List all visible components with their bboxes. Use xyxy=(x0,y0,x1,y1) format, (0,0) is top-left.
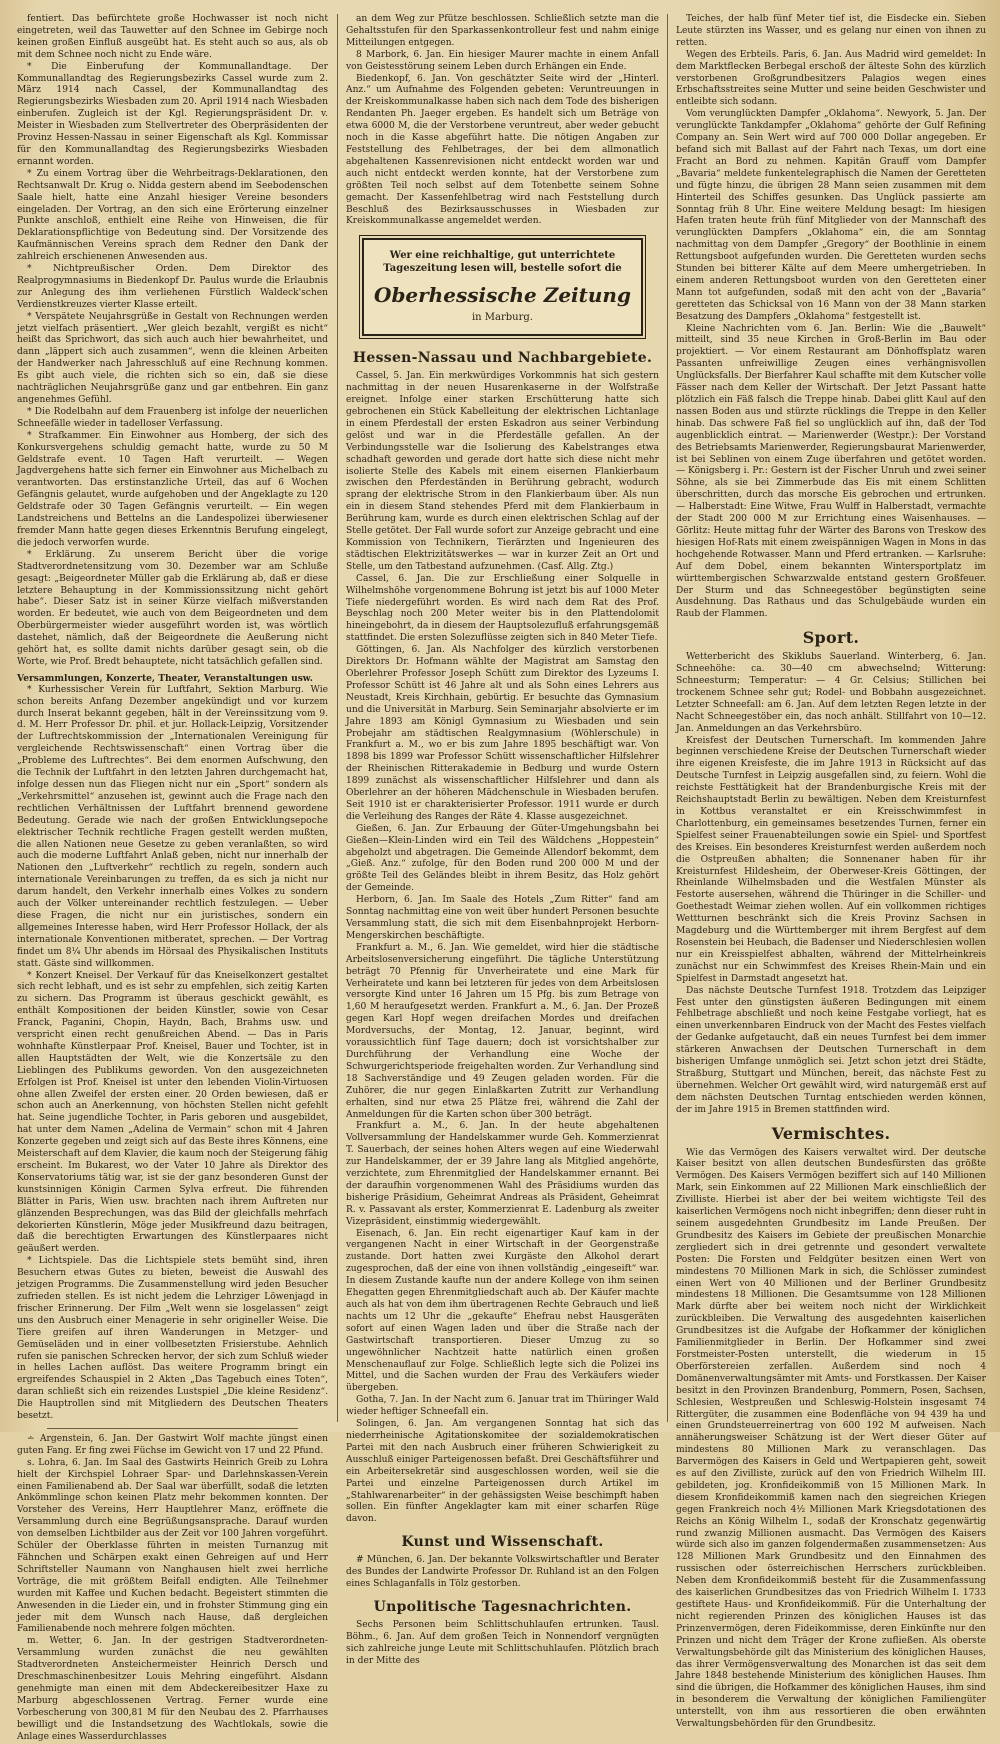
article-paragraph: Teiches, der halb fünf Meter tief ist, die Eisdecke ein. Sieben Leute stürzten ins Wasser, und es gelang nur einen von ihnen zu retten. xyxy=(676,14,986,48)
article-paragraph: 8 Marbork, 6. Jan. Ein hiesiger Maurer machte in einem Anfall von Geistesstörung seinem Leben durch Erhängen ein Ende. xyxy=(346,49,659,72)
article-paragraph: Wetterbericht des Skiklubs Sauerland. Winterberg, 6. Jan. Schneehöhe: ca. 30—40 cm abwechselnd; Witterung: Schneesturm; Temperatur: — 4 Gr. Celsius; Stillichen bei trockenem Schnee sehr gut; Rodel- und Bobbahn ausgezeichnet. Letzter Schneefall: am 6. Jan. Auf dem letzten Regen letzte in der Nacht Schneegestöber ein, das noch anhält. Stillfahrt von 10—12. Jan. Anmeldungen an das Verkehrsbüro. xyxy=(676,652,986,734)
column-left xyxy=(17,14,328,1742)
article-paragraph: s. Lohra, 6. Jan. Im Saal des Gastwirts Heinrich Greib zu Lohra hielt der Kirchspiel Lohraer Spar- und Darlehnskassen-Verein einen Familienabend ab. Der Saal war überfüllt, sodaß die letzten Ankömmlinge schon keinen Platz mehr bekommen konnten. Der Vorsteher des Vereins, Herr Hauptlehrer Manz, eröffnete die Versammlung durch eine Begrüßungsansprache. Darauf wurden von demselben Lichtbilder aus der Zeit vor 100 Jahren vorgeführt. Schüler der Oberklasse führten in meisten Turnanzug mit Fähnchen und Schärpen exakt einen Gehreigen auf und Herr Schriftsteller Naumann von Nanghausen hielt zwei herrliche Vorträge, die mit größtem Beifall endigten. Alle Teilnehmer wurden mit Kaffee und Kuchen bedacht. Begeistert stimmten die Anwesenden in die Lieder ein, und in frohster Stimmung ging ein jeder mit dem Wunsch nach Hause, daß dergleichen Familienabende noch mehrere folgen möchten. xyxy=(17,1457,328,1635)
article-paragraph: Sechs Personen beim Schlittschuhlaufen ertrunken. Tausl. Böhm., 6. Jan. Auf dem großen Teich in Nonnendorf vergnügten sich zahlreiche junge Leute mit Schlittschuhlaufen. Plötzlich brach in der Mitte des xyxy=(346,1619,659,1666)
section-heading: Sport. xyxy=(802,628,860,648)
section-heading: Versammlungen, Konzerte, Theater, Veranstaltungen usw. xyxy=(17,672,313,684)
ad-newspaper-name: Oberhessische Zeitung xyxy=(374,283,631,308)
advertisement-box xyxy=(362,238,643,336)
article-paragraph: Biedenkopf, 6. Jan. Von geschätzter Seite wird der „Hinterl. Anz.“ um Aufnahme des Folgenden gebeten: Veruntreuungen in der Kreiskommunalkasse haben sich nach dem Tode des bisherigen Rendanten Ph. Jaeger ergeben. Es handelt sich um Beträge von etwa 6000 M, die der Verstorbene veruntreut, aber weder gebucht noch in die Kasse abgeführt hatte. Die nötigen Angaben zur Feststellung des Fehlbetrages, der bei dem allmonatlich abgehaltenen Kassenrevisionen nicht entdeckt worden war und auch nicht entdeckt werden konnte, hat der Verstorbene zum größten Teil noch selbst auf dem Totenbette seinem Sohne gemacht. Der Kassenfehlbetrag wird nach Feststellung durch Beschluß des Bezirksausschusses in Wiesbaden zur Kreiskommunalkasse angemeldet werden. xyxy=(346,73,659,227)
article-paragraph: Vom verunglückten Dampfer „Oklahoma“. Newyork, 5. Jan. Der verunglückte Tankdampfer „Oklahoma“ gehörte der Gulf Refining Company an. Sein Wert wird auf 700 000 Dollar angegeben. Er befand sich mit Ballast auf der Fahrt nach Texas, um dort eine Fracht an Bord zu nehmen. Kapitän Grauff vom Dampfer „Bavaria“ meldete funkentelegraphisch die Namen der Geretteten und fügte hinzu, die übrigen 28 Mann seien zusammen mit dem Hinterteil des Schiffes gesunken. Das Unglück passierte am Sonntag früh 8 Uhr. Eine weitere Meldung besagt: Im hiesigen Hafen traten heute früh fünf Mitglieder von der Mannschaft des verunglückten Dampfers „Oklahoma“ ein, die am Sonntag nachmittag von dem Dampfer „Gregory“ der Boothlinie in einem Rettungsboot aufgefunden wurden. Die Geretteten wurden sechs Stunden bei bitterer Kälte auf dem Meere umhergetrieben. In einem anderen Rettungsboot wurden von den Geretteten einer Mann tot aufgefunden, sodaß mit den acht von der „Bavaria“ geretteten das Schicksal von 16 Mann von der 38 Mann starken Besatzung des Dampfers „Oklahoma“ festgestellt ist. xyxy=(676,109,986,322)
article-paragraph: Göttingen, 6. Jan. Als Nachfolger des kürzlich verstorbenen Direktors Dr. Hofmann wählte der Magistrat am Samstag den Oberlehrer Professor Joseph Schütt zum Direktor des Lyzeums I. Professor Schütt ist 46 Jahre alt und als Sohn eines Lehrers aus Neustadt, Kreis Kirchhain, gebürtig. Er besuchte das Gymnasium und die Universität in Marburg. Sein Seminarjahr absolvierte er im Jahre 1893 am Königl Gymnasium zu Wiesbaden und sein Probejahr am städtischen Realgymnasium (Wöhlerschule) in Frankfurt a. M., wo er bis zum Jahre 1895 beschäftigt war. Von 1898 bis 1899 war Professor Schütt wissenschaftlicher Hilfslehrer der Rheinischen Ritterakademie in Bedburg und wurde Ostern 1899 zunächst als wissenschaftlicher Hilfslehrer und dann als Oberlehrer an der höheren Mädchenschule in Wiesbaden berufen. Seit 1910 ist er charakterisierter Professor. 1911 wurde er durch die Verleihung des Ranges der Räte 4. Klasse ausgezeichnet. xyxy=(346,645,659,822)
article-paragraph: # München, 6. Jan. Der bekannte Volkswirtschaftler und Berater des Bundes der Landwirte Professor Dr. Ruhland ist an den Folgen eines Schlaganfalls in Tölz gestorben. xyxy=(346,1555,659,1590)
column-divider xyxy=(337,14,338,1422)
section-divider xyxy=(47,1428,298,1429)
ad-tagline: Wer eine reichhaltige, gut unterrichtete Tageszeitung lesen will, bestelle sofort die xyxy=(383,250,622,275)
article-paragraph: * Konzert Kneisel. Der Verkauf für das Kneiselkonzert gestaltet sich recht lebhaft, und es ist sehr zu empfehlen, sich zeitig Karten zu sichern. Das Programm ist überaus geschickt gewählt, es enthält Kompositionen der beiden Künstler, sowie von Cesar Franck, Paganini, Chopin, Haydn, Bach, Brahms usw. und verspricht einen recht genußreichen Abend. — Das in Paris wohnhafte Künstlerpaar Prof. Kneisel, Bauer und Tochter, ist in allen Hauptstädten der Welt, wie die Konzertsäle zu den Lieblingen des Publikums geworden. Von den ausgezeichneten Erfolgen ist Prof. Kneisel ist unter den lebenden Violin-Virtuosen ohne allen Zweifel der ersten einer. 20 Orden bewiesen, daß er schon auch an Anerkennung, von höchsten Stellen nicht gefehlt hat. Seine jugendliche Tochter, in Paris geboren und ausgebildet, hat unter dem Namen „Adelina de Vermain“ schon mit 4 Jahren Konzerte gegeben und zeigt sich auf das Beste ihres Könnens, eine Meisterschaft auf dem Klavier, die kaum noch der Steigerung fähig erscheint. Im Bukarest, wo der Vater 10 Jahre als Direktor des Konservatoriums tätig war, ist sie der ganz besonderen Gunst der kunstsinnigen Königin Carmen Sylva erfreut. Die führenden Blätter in Paris, Wien usw. brachten nach ihrem Auftreten nur glänzenden Besprechungen, was das Bild der gleichfalls mehrfach dekorierten Künstlerin, Möge jeder Musikfreund dazu beitragen, daß die berechtigten Erwartungen des Künstlerpaares nicht geäußert werden. xyxy=(17,970,328,1255)
article-paragraph: * Zu einem Vortrag über die Wehrbeitrags-Deklarationen, den Rechtsanwalt Dr. Krug o. Nidda gestern abend im Seebodenschen Saale hielt, hatte eine Anzahl hiesiger Vereine besonders eingeladen. Der Vortrag, an den sich eine Erörterung einzelner Punkte anschloß, enthielt eine Reihe von Hinweisen, die für Deklarationspflichtige von Bedeutung sind. Der Vorsitzende des Kaufmännischen Vereins sprach dem Redner den Dank der zahlreich erschienenen Anwesenden aus. xyxy=(17,168,328,263)
section-heading: Kunst und Wissenschaft. xyxy=(401,1534,604,1551)
article-paragraph: * Kurhessischer Verein für Luftfahrt, Sektion Marburg. Wie schon bereits Anfang Dezember angekündigt und vor kurzem durch Inserat bekannt gegeben, hält in der Vereinssitzung vom 9. d. M. Herr Professor Dr. phil. et jur. Hollack-Leipzig, Vorsitzender der Luftrechtskommission der „Internationalen Vereinigung für vergleichende Rechtswissenschaft“ einen Vortrag über die „Probleme des Luftrechtes“. Bei dem enormen Aufschwung, den die Technik der Luftfahrt in den letzten Jahren durchgemacht hat, infolge dessen nun das Fliegen nicht nur ein „Sport“ sondern als „Verkehrsmittel“ anzusehen ist, gewinnt auch die Frage nach den rechtlichen Verhältnissen der Luftfahrt brennend gewordene Bedeutung. Gerade wie nach der großen Entwicklungsepoche elektrischer Technik rechtliche Fragen gestellt werden mußten, die allen Nationen neue Gesetze zu geben veranlaßten, so wird auch die moderne Luftfahrt Anlaß geben, nicht nur innerhalb der Nationen den „Luftverkehr“ rechtlich zu regeln, sondern auch internationale Vereinbarungen zu treffen, da es sich ja nicht nur darum handelt, den Verkehr innerhalb eines Volkes zu sondern auch der Völker untereinander rechtlich festzulegen. — Ueber diese Fragen, die nicht nur ein juristisches, sondern ein allgemeines Interesse haben, wird Herr Professor Hollack, der als internationale Konventionen mitberatet, sprechen. — Der Vortrag findet um 8¼ Uhr abends im Hörsaal des Physikalischen Instituts statt. Gäste sind willkommen. xyxy=(17,684,328,969)
article-paragraph: Kleine Nachrichten vom 6. Jan. Berlin: Wie die „Bauwelt“ mitteilt, sind 35 neue Kirchen in Groß-Berlin im Bau oder projektiert. — Vor einem Restaurant am Dönhoffsplatz waren Passanten unfreiwillige Zeugen eines verhängnisvollen Unglücksfalls. Der Bierfahrer Kaul schaffte mit dem Kutscher volle Fässer nach dem Keller der Wirtschaft. Der Jetzt Passant hatte plötzlich ein Fäß falsch die Treppe hinab. Dabei glitt Kaul auf den nassen Boden aus und stürzte rücklings die Treppe in den Keller hinab. Das schwere Faß fiel so unglücklich auf ihn, daß der Tod augenblicklich eintrat. — Marienwerder (Westpr.): Der Vorstand des Betriebsamts Marienwerder, Regierungsbaurat Marienwerder, ist bei Seblinen von einem Zuge überfahren und getötet worden. — Königsberg i. Pr.: Gestern ist der Fischer Unruh und zwei seiner Söhne, als sie bei Zimmerbude das Eis mit einem Schlitten überschritten, durch das morsche Eis gebrochen und ertrunken. — Halberstadt: Eine Witwe, Frau Wulff in Halberstadt, vermachte der Stadt 200 000 M zur Errichtung eines Waisenhauses. — Görlitz: Heute mittag fuhr der Wärter des Barons von Treskow des hiesigen Hof-Rats mit einem zweispännigen Wagen in Mons in das hochgehende Rotwasser. Mann und Pferd ertranken. — Karlsruhe: Auf dem Dobel, einem bekannten Wintersportplatz im württembergischen Schwarzwalde entstand gestern Großfeuer. Der Sturm und das Schneegestöber begünstigten seine Ausdehnung. Das Rathaus und das Schulgebäude wurden ein Raub der Flammen. xyxy=(676,323,986,620)
article-paragraph: * Strafkammer. Ein Einwohner aus Homberg, der sich des Konkursvergehens schuldig gemacht hatte, wurde zu 50 M Geldstrafe event. 10 Tagen Haft verurteilt. — Wegen Jagdvergehens hatte sich ferner ein Einwohner aus Michelbach zu verantworten. Das erstinstanzliche Urteil, das auf 6 Wochen Gefängnis gelautet, wurde aufgehoben und der Angeklagte zu 120 Geldstrafe oder 30 Tagen Gefängnis verurteilt. — Ein wegen Landstreichens und Bettelns an die Landespolizei überwiesener fremder Mann hatte gegen dieses Erkenntnis Berufung eingelegt, die jedoch verworfen wurde. xyxy=(17,430,328,548)
article-paragraph: m. Wetter, 6. Jan. In der gestrigen Stadtverordneten-Versammlung wurden zunächst die neu gewählten Stadtverordneten Ansteichermeister Heinrich Dersch und Dreschmaschinenbesitzer Louis Mehring eingeführt. Alsdann genehmigte man einen mit dem Abdeckereibesitzer Haxe zu Marburg abgeschlossenen Vertrag. Ferner wurde eine Vorbescherung von 300,81 M für den Neubau des 2. Pfarrhauses bewilligt und die Instandsetzung des Wachtlokals, sowie die Anlage eines Wasserdurchlasses xyxy=(17,1636,328,1742)
article-paragraph: fentiert. Das befürchtete große Hochwasser ist noch nicht eingetreten, weil das Tauwetter auf den Schnee im Gebirge noch keinen großen Einfluß ausgeübt hat. Es steht auch so aus, als ob mit dem Schnee noch nicht zu Ende wäre. xyxy=(17,14,328,60)
article-paragraph: * Nichtpreußischer Orden. Dem Direktor des Realprogymnasiums in Biedenkopf Dr. Paulus wurde die Erlaubnis zur Anlegung des ihm verliehenen Fürstlich Waldeck'schen Verdienstkreuzes vierter Klasse erteilt. xyxy=(17,264,328,310)
column-right xyxy=(676,14,987,1730)
article-paragraph: Eisenach, 6. Jan. Ein recht eigenartiger Kauf kam in der vergangenen Nacht in einer Wirtschaft in der Georgenstraße zustande. Dort hatten zwei Kurgäste den Alkohol derart zugesprochen, daß der eine von ihnen vollständig „eingeseift“ war. In diesem Zustande kaufte nun der andere Kollege von ihm seinen Ehegatten gegen Ehrenmitgliedschaft auch ab. Der Käufer machte auch als hat von dem ihm übertragenen Rechte Gebrauch und ließ nachts um 12 Uhr die „gekaufte“ Ehefrau nebst Hausgeräten sofort auf einen Wagen laden und über die Straße nach der Gastwirtschaft transportieren. Dieser Umzug zu so ungewöhnlicher Nachtzeit hatte natürlich einen großen Menschenauflauf zur Folge. Schließlich legte sich die Polizei ins Mittel, und die Sachen wurden der Frau des Verkäufers wieder übergeben. xyxy=(346,1228,659,1394)
article-paragraph: Cassel, 5. Jan. Ein merkwürdiges Vorkommnis hat sich gestern nachmittag in der neuen Husarenkaserne in der Wolfstraße ereignet. Infolge einer starken Erschütterung hatte sich gebrochenen ein Stück Kabelleitung der elektrischen Lichtanlage in einem Pferdestall der ersten Eskadron aus seiner Verbindung gelöst und war in die Pferdeställe gefallen. An der Verbindungsstelle war die Isolierung des Kabelstranges etwa schadhaft geworden und gerade dort hatte sich diese nicht mehr isolierte Stelle des Kabels mit einem eisernen Flankierbaum zwischen den Pferdeständen in Berührung gebracht, wodurch sprang der elektrische Strom in den Flankierbaum über. Als nun ein in diesem Stand stehendes Pferd mit dem Flankierbaum in Berührung kam, wurde es durch einen elektrischen Schlag auf der Stelle getötet. Der Fall wurde sofort zur Anzeige gebracht und eine Kommission von Technikern, Tierärzten und Ingenieuren des städtischen Elektrizitätswerkes — war in kurzer Zeit an Ort und Stelle, um den Tatbestand aufzunehmen. (Casf. Allg. Ztg.) xyxy=(346,371,659,572)
article-paragraph: Kreisfest der Deutschen Turnerschaft. Im kommenden Jahre beginnen verschiedene Kreise der Deutschen Turnerschaft wieder ihre eigenen Kreisfeste, die im Jahre 1913 in Rücksicht auf das Deutsche Turnfest in Leipzig ausgefallen sind, zu feiern. Wohl die reichste Festtätigkeit hat der Brandenburgische Kreis mit der Reichshauptstadt Berlin zu bewältigen. Neben dem Kreisturnfest in Kottbus veranstaltet er ein Kreisschwimmfest in Charlottenburg, ein gemeinsames besetzendes Turnen, ferner ein Spielfest seiner Frauenabteilungen sowie ein Spiel- und Sportfest des Kreises. Ein besonderes Kreisturnfest werden außerdem noch die Ostpreußen abhalten; die Sonnenaner haben für ihr Kreisturnfest Hildesheim, der Oberweser-Kreis Göttingen, der Rheinlande Wilhelmsbaden und die Westfalen Münster als Festorte ausersehen, während die Thüringer in die Schiller- und Goethestadt Weimar ziehen wollen. Auf ein vollkommen richtiges Wettturnen beschränkt sich die Kreis Provinz Sachsen in Magdeburg und die Württemberger mit ihrem Bergfest auf dem Rosenstein bei Heubach, die Badenser und Niederschlesien wollen nur ein Kreisspielfest abhalten, während der Mittelrheinkreis zunächst nur ein Schwimmfest des Kreises Rhein-Main und ein Spielfest in Darmstadt angesetzt hat. xyxy=(676,735,986,984)
article-paragraph: Wie das Vermögen des Kaisers verwaltet wird. Der deutsche Kaiser besitzt von allen deutschen Bundesfürsten das größte Vermögen. Des Kaisers Vermögen beziffert sich auf 140 Millionen Mark, sein Einkommen auf 22 Millionen Mark einschließlich der Zivilliste. Hierbei ist aber der bei weitem wichtigste Teil des kaiserlichen Vermögens noch nicht inbegriffen; denn dieser ruht in seinem ausgedehnten Grundbesitz im Lande Preußen. Der Grundbesitz des Kaisers im Gebiete der preußischen Monarchie zergliedert sich in drei getrennte und gesondert verwaltete Posten: Die Forsten und Feldgüter besitzen einen Wert von mindestens 70 Millionen Mark in sich, die Schlösser zumindest einen Wert von 40 Millionen und der Berliner Grundbesitz mindestens 18 Millionen. Die Gesamtsumme von 128 Millionen Mark dürfte aber bei weitem noch nicht der Wirklichkeit zurückbleiben. Die Verwaltung des ausgedehnten kaiserlichen Grundbesitzes ist die Aufgabe der Hofkammer der königlichen Familienmitglieder in Berlin. Der Hofkammer sind zwei Forstmeister-Posten unterstellt, die wiederum in 15 Oberförstereien zerfallen. Außerdem sind noch 4 Domänenverwaltungsämter mit Amts- und Forstkassen. Der Kaiser besitzt in den Provinzen Brandenburg, Pommern, Posen, Sachsen, Schlesien, Westpreußen und Schleswig-Holstein insgesamt 74 Rittergüter, die zusammen eine Bodenfläche von 94 439 ha und einen Grundsteuerreinertrag von 600 192 M aufweisen. Nach annäherungsweiser Schätzung ist der Wert dieser Güter auf mindestens 80 Millionen Mark zu veranschlagen. Das Barvermögen des Kaisers in Geld und Wertpapieren geht, soweit es auf den Zivilliste, zurück auf den von Friedrich Wilhelm III. gebildeten, jog. Kronfideikommiß von 15 Millionen Mark. In diesem Kronfideikommiß kamen nach den siegreichen Kriegen gegen Frankreich noch 4½ Millionen Mark Kriegsdotationen des Reichs an König Wilhelm I., sodaß der Kronschatz gegenwärtig rund zwanzig Millionen ausmacht. Das Vermögen des Kaisers würde sich also im ganzen folgendermaßen zusammensetzen: Aus 128 Millionen Mark Grundbesitz und den Einnahmen des russischen oder österreichischen Herrschers zurückbleiben. Neben dem Kronfideikommiß besteht für die Zusammenfassung des kaiserlichen Grundbesitzes das von Friedrich Wilhelm I. 1733 gestiftete Haus- und Kronfideikommiß. Für die Unterhaltung der nicht regierenden Prinzen des königlichen Hauses ist das Prinzenvermögen, deren Fideikommisse, deren Einkünfte nur den Prinzen und nicht dem Träger der Krone zufließen. Als oberste Verwaltungsbehörde gilt das Ministerium des königlichen Hauses, das ihrer Vermögensverwaltung des Monarchen ist das seit dem Jahre 1848 bestehende Ministerium des königlichen Hauses. Ihm sind die übrigen, die Hofkammer des königlichen Hauses, ihm sind in besonderem die Verwaltung der königlichen Familiengüter unterstellt, von ihm aus ressortieren die oben erwähnten Verwaltungsbehörden für den Grundbesitz. xyxy=(676,1147,987,1730)
article-paragraph: Wegen des Erbteils. Paris, 6. Jan. Aus Madrid wird gemeldet: In dem Marktflecken Berbegal erschoß der älteste Sohn des kürzlich verstorbenen Großgrundbesitzers Palagios wegen eines Erbschaftsstreites seine Mutter und seine beiden Geschwister und entleibte sich sodann. xyxy=(676,49,986,108)
article-paragraph: * Verspätete Neujahrsgrüße in Gestalt von Rechnungen werden jetzt vielfach präsentiert. „Wer gleich bezahlt, vergißt es nicht“ heißt das Sprichwort, das sich auch auch hier bewahrheitet, und dann „läppert sich auch zusammen“, wenn die kleinen Arbeiten der Handwerker nach Jahresschluß auf eine Rechnung kommen. Es gibt auch viele, die richten sich so ein, daß sie diese nachträglichen Neujahrsgrüße ganz und gar entbehren. Ein ganz angenehmes Gefühl. xyxy=(17,311,328,405)
article-paragraph: Solingen, 6. Jan. Am vergangenen Sonntag hat sich das niederrheinische Agitationskomitee der sozialdemokratischen Partei mit den nach Ausbruch einer früheren Schwierigkeit zu Ausschluß einiger Parteigenossen befaßt. Drei Geschäftsführer und ein Arbeitersekretär sind ausgeschlossen worden, weil sie die Partei und einzelne Parteigenossen durch Artikel im „Stahlwarenarbeiter“ in der gehässigsten Weise beschimpft haben sollen. Ein fünfter Angeklagter kam mit einer scharfen Rüge davon. xyxy=(346,1419,659,1525)
section-heading: Hessen-Nassau und Nachbargebiete. xyxy=(352,350,653,367)
article-paragraph: an dem Weg zur Pfütze beschlossen. Schließlich setzte man die Gehaltsstufen für den Sparkassenkontrolleur fest und nahm einige Mitteilungen entgegen. xyxy=(346,14,659,48)
article-paragraph: * Die Einberufung der Kommunallandtage. Der Kommunallandtag des Regierungsbezirks Cassel wurde zum 2. März 1914 nach Cassel, der Kommunallandtag des Regierungsbezirks Wiesbaden zum 20. April 1914 nach Wiesbaden einberufen. Zugleich ist der Kgl. Regierungspräsident Dr. v. Meister in Wiesbaden zum Stellvertreter des Oberpräsidenten der Provinz Hessen-Nassau in seiner Eigenschaft als Kgl. Kommissar für den Kommunallandtag des Regierungsbezirks Wiesbaden ernannt worden. xyxy=(17,61,328,167)
column-middle xyxy=(346,14,659,1666)
article-paragraph: Frankfurt a. M., 6. Jan. In der heute abgehaltenen Vollversammlung der Handelskammer wurde Geh. Kommerzienrat T. Sauerbach, der seines hohen Alters wegen auf eine Wiederwahl zur Handelskammer, der er 39 Jahre lang als Mitglied angehörte, verzichtete, zum Ehrenmitglied der Handelskammer ernannt. Bei der daraufhin vorgenommenen Wahl des Präsidiums wurden das bisherige Präsidium, Geheimrat Andreas als Präsident, Geheimrat R. v. Passavant als erster, Kommerzienrat E. Ladenburg als zweiter Vizepräsident, einstimmig wiedergewählt. xyxy=(346,1121,659,1227)
ad-location: in Marburg. xyxy=(471,312,533,324)
article-paragraph: Gießen, 6. Jan. Zur Erbauung der Güter-Umgehungsbahn bei Gießen—Klein-Linden wird ein Teil des Wäldchens „Hoppestein“ abgeholzt und abgetragen. Die Gemeinde Allendorf bekommt, dem „Gieß. Anz.“ zufolge, für den Boden rund 200 000 M und der größte Teil des Geländes bleibt in ihrem Besitz, das Holz gehört der Gemeinde. xyxy=(346,823,659,894)
section-heading: Unpolitische Tagesnachrichten. xyxy=(373,1598,632,1615)
article-paragraph: * Die Rodelbahn auf dem Frauenberg ist infolge der neuerlichen Schneefälle wieder in tadelloser Verfassung. xyxy=(17,406,328,429)
section-heading: Vermischtes. xyxy=(771,1123,891,1143)
article-paragraph: ∸ Argenstein, 6. Jan. Der Gastwirt Wolf machte jüngst einen guten Fang. Er fing zwei Füchse im Gewicht von 17 und 22 Pfund. xyxy=(17,1433,328,1456)
article-paragraph: Frankfurt a. M., 6. Jan. Wie gemeldet, wird hier die städtische Arbeitslosenversicherung eingeführt. Die tägliche Unterstützung beträgt 70 Pfennig für Unverheiratete und eine Mark für Verheiratete und kann bei letzteren für jedes von dem Arbeitslosen versorgte Kind unter 16 Jahren um 15 Pfg. bis zum Betrage von 1,60 M heraufgesetzt werden. Frankfurt a. M., 6. Jan. Der Prozeß gegen Karl Hopf wegen dreifachen Mordes und dreifachen Mordversuchs, der Montag, 12. Januar, beginnt, wird voraussichtlich fünf Tage dauern; doch ist vorsichtshalber zur Durchführung der Verhandlung eine Woche der Schwurgerichtsperiode freigehalten worden. Zur Verhandlung sind 18 Sachverständige und 49 Zeugen geladen worden. Für die Zuhörer, die nur gegen Einlaßkarten Zutritt zur Verhandlung erhalten, sind nur etwa 25 Plätze frei, während die Zahl der Anmeldungen für die Karten schon über 300 beträgt. xyxy=(346,942,659,1120)
article-paragraph: * Erklärung. Zu unserem Bericht über die vorige Stadtverordnetensitzung vom 30. Dezember war am Schluße gesagt: „Beigeordneter Müller gab die Erklärung ab, daß er diese letztere Behauptung in der Kommissionssitzung nicht gehört habe“. Dieser Satz ist in seiner Kürze vielfach mißverstanden worden. Er bedeutet, wie auch von dem Beigeordneten und dem Oberbürgermeister wieder ausgeführt worden ist, was wörtlich dastehet, nämlich, daß der Beigeordnete die Aeußerung nicht gehört hat, es sollte damit nichts darüber gesagt sein, ob die Worte, wie Prof. Bredt behauptete, nicht tatsächlich gefallen sind. xyxy=(17,549,328,667)
article-paragraph: Cassel, 6. Jan. Die zur Erschließung einer Solquelle in Wilhelmshöhe vorgenommene Bohrung ist jetzt bis auf 1000 Meter Tiefe niedergeführt worden. Es wird nach dem Rat des Prof. Beyschlag noch 200 Meter weiter bis in den Plattendolomit hineingebohrt, da in diesem der Hauptsolezufluß erfahrungsgemäß stattfindet. Die ersten Solezuflüsse zeigten sich in 840 Meter Tiefe. xyxy=(346,573,659,644)
article-paragraph: Gotha, 7. Jan. In der Nacht zum 6. Januar trat im Thüringer Wald wieder heftiger Schneefall ein. xyxy=(346,1395,659,1418)
column-divider xyxy=(667,14,668,1422)
article-paragraph: Herborn, 6. Jan. Im Saale des Hotels „Zum Ritter“ fand am Sonntag nachmittag eine von weit über hundert Personen besuchte Versammlung statt, die sich mit dem Eisenbahnprojekt Herborn-Mengerskirchen beschäftigte. xyxy=(346,895,659,941)
article-paragraph: Das nächste Deutsche Turnfest 1918. Trotzdem das Leipziger Fest unter den günstigsten äußeren Bedingungen mit einem Fehlbetrage abschließt und noch keine Festgabe vorliegt, hat es einen unverkennbaren Eindruck von der Macht des Festes vielfach der Gedanke aufgetaucht, daß ein neues Turnfest bei dem immer stärkeren Anwachsen der Deutschen Turnerschaft in dem bisherigen Umfange unmöglich sei. Jetzt schon jetzt drei Städte, Straßburg, Stuttgart und München, bereit, das nächste Fest zu übernehmen. Welcher Ort gewählt wird, wird naturgemäß erst auf dem nächsten Deutschen Turntag entschieden werden können, der im Jahre 1915 in Bremen stattfinden wird. xyxy=(676,985,986,1115)
article-paragraph: * Lichtspiele. Das die Lichtspiele stets bemüht sind, ihren Besuchern etwas Gutes zu bieten, beweist die Auswahl des jetzigen Programms. Die Zusammenstellung wird jeden Besucher zufrieden stellen. Es ist nicht jedem die Lehrziger Löwenjagd in frischer Erinnerung. Der Film „Welt wenn sie losgelassen“ zeigt uns den Ausbruch einer Menagerie in sehr origineller Weise. Die Tiere greifen auf ihren Wanderungen in Metzger- und Gemüseläden und in einer vollbesetzten Frisierstube. Aehnlich rufen sie panischen Schrecken hervor, der sich zum Schluß wieder in helles Lachen auflöst. Das weitere Programm bringt ein ergreifendes Schauspiel in 2 Akten „Das Tagebuch eines Toten“, daran schließt sich ein reizendes Lustspiel „Die kleine Residenz“. Die Hauptrollen sind mit Mitgliedern des Deutschen Theaters besetzt. xyxy=(17,1256,328,1422)
